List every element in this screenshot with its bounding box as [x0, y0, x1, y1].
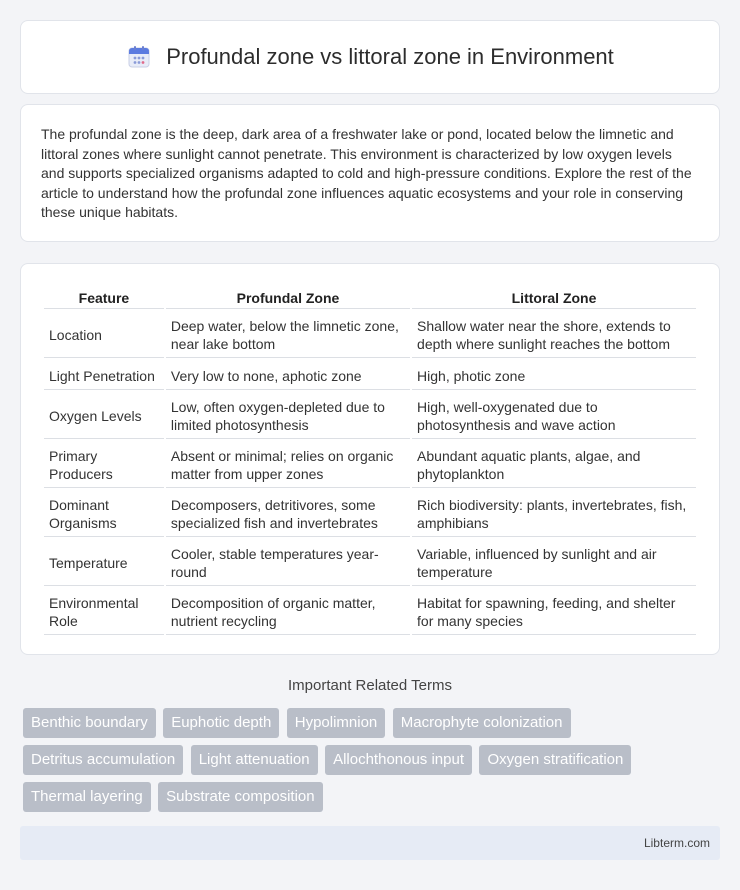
header-profundal: Profundal Zone	[166, 286, 410, 309]
footer	[20, 826, 720, 860]
calendar-icon	[126, 44, 152, 70]
table-row	[44, 441, 696, 488]
cell-profundal: Low, often oxygen-depleted due to limited photosynthesis	[166, 392, 410, 439]
cell-littoral: High, photic zone	[412, 360, 696, 390]
cell-feature: Location	[44, 311, 164, 358]
cell-profundal: Absent or minimal; relies on organic matter from upper zones	[166, 441, 410, 488]
related-terms-title: Important Related Terms	[288, 677, 452, 694]
intro-text: The profundal zone is the deep, dark area of a freshwater lake or pond, located below the limnetic and littoral zones where sunlight cannot penetrate. This environment is characterized by low oxygen levels and supports specialized organisms adapted to cold and high-pressure conditions. Explore the rest of the article to understand how the profundal zone influences aquatic ecosystems and your role in conserving these unique habitats.	[41, 126, 692, 221]
cell-littoral: Variable, influenced by sunlight and air temperature	[412, 539, 696, 586]
tag-allochthonous-input[interactable]: Allochthonous input	[325, 745, 472, 775]
table-row	[44, 311, 696, 358]
tag-detritus-accumulation[interactable]: Detritus accumulation	[23, 745, 183, 775]
comparison-table	[42, 284, 698, 637]
tag-macrophyte-colonization[interactable]: Macrophyte colonization	[393, 708, 571, 738]
cell-littoral: Habitat for spawning, feeding, and shelter for many species	[412, 588, 696, 635]
tag-oxygen-stratification[interactable]: Oxygen stratification	[479, 745, 631, 775]
table-row	[44, 588, 696, 635]
cell-profundal: Decomposition of organic matter, nutrient recycling	[166, 588, 410, 635]
tag-light-attenuation[interactable]: Light attenuation	[191, 745, 318, 775]
comparison-card	[20, 263, 720, 655]
cell-littoral: Abundant aquatic plants, algae, and phytoplankton	[412, 441, 696, 488]
tag-substrate-composition[interactable]: Substrate composition	[158, 782, 322, 812]
tag-euphotic-depth[interactable]: Euphotic depth	[163, 708, 279, 738]
table-row	[44, 360, 696, 390]
tag-hypolimnion[interactable]: Hypolimnion	[287, 708, 386, 738]
related-terms-tags	[23, 708, 723, 819]
cell-profundal: Very low to none, aphotic zone	[166, 360, 410, 390]
title-card	[20, 20, 720, 94]
cell-feature: Dominant Organisms	[44, 490, 164, 537]
cell-profundal: Cooler, stable temperatures year-round	[166, 539, 410, 586]
cell-feature: Environmental Role	[44, 588, 164, 635]
cell-littoral: High, well-oxygenated due to photosynthesis and wave action	[412, 392, 696, 439]
cell-feature: Light Penetration	[44, 360, 164, 390]
tag-thermal-layering[interactable]: Thermal layering	[23, 782, 151, 812]
intro-card	[20, 104, 720, 242]
table-row	[44, 539, 696, 586]
table-row	[44, 490, 696, 537]
cell-feature: Oxygen Levels	[44, 392, 164, 439]
header-littoral: Littoral Zone	[412, 286, 696, 309]
table-row	[44, 392, 696, 439]
cell-feature: Primary Producers	[44, 441, 164, 488]
page-title: Profundal zone vs littoral zone in Environment	[166, 44, 614, 69]
cell-feature: Temperature	[44, 539, 164, 586]
cell-profundal: Decomposers, detritivores, some specialized fish and invertebrates	[166, 490, 410, 537]
cell-littoral: Shallow water near the shore, extends to depth where sunlight reaches the bottom	[412, 311, 696, 358]
header-feature: Feature	[44, 286, 164, 309]
cell-littoral: Rich biodiversity: plants, invertebrates, fish, amphibians	[412, 490, 696, 537]
tag-benthic-boundary[interactable]: Benthic boundary	[23, 708, 156, 738]
cell-profundal: Deep water, below the limnetic zone, near lake bottom	[166, 311, 410, 358]
footer-site-link[interactable]: Libterm.com	[643, 836, 710, 850]
